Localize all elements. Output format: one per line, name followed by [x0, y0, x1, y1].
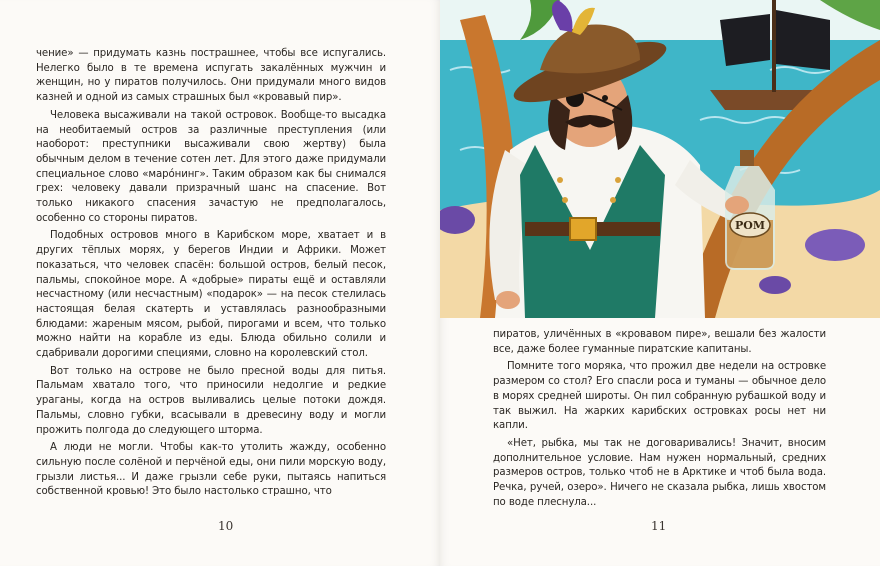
right-page-text [493, 328, 826, 513]
paragraph: «Нет, рыбка, мы так не договаривались! Значит, вносим дополнительное условие. Нам нужен нормальный, средних размеров остров, только чтоб не в Арктике и чтоб была вода. Речка, ручей, озеро». Ничего не сказала рыбка, лишь хвостом по воде плеснула... [493, 437, 826, 508]
left-page-text [36, 47, 386, 503]
bottle-label: РОМ [734, 219, 766, 232]
page-number-right: 11 [651, 519, 667, 533]
paragraph: Человека высаживали на такой островок. Вообще-то высадка на необитаемый остров за различные преступления (или наоборот: преступники высаживали свою жертву) была обычным делом в течение сотен лет. Для этого даже придумали специальное слово «марóнинг». Таким образом как бы снимался грех: человеку давали призрачный шанс на спасение. Вот только никакого спасения зачастую не предполагалось, особенно со стороны пиратов. [36, 109, 386, 224]
belt-buckle [570, 218, 596, 240]
paragraph: пиратов, уличённых в «кровавом пире», вешали без жалости все, даже более гуманные пиратские капитаны. [493, 329, 826, 355]
paragraph: чение» — придумать казнь пострашнее, чтобы все испугались. Нелегко было в те времена испугать закалённых мужчин и женщин, но у пиратов получилось. Они придумали много видов казней и одной из самых страшных был «кровавый пир». [36, 48, 386, 104]
paragraph: Вот только на острове не было пресной воды для питья. Пальмам хватало того, что приносили недолгие и редкие ураганы, когда на остров выливались целые потоки дождя. Пальмы, словно губки, всасывали в древесину воду и могли прожить полгода до следующего шторма. [36, 365, 386, 436]
paragraph: Подобных островов много в Карибском море, хватает и в других тёплых морях, у берегов Индии и Африки. Может показаться, что человек спасён: большой остров, белый песок, пальмы, спокойное море. А «добрые» пираты ещё и оставляли несчастному (или несчастным) «подарок» — на песок стелилась настоящая белая скатерть и уставлялась разнообразными блюдами: жареным мясом, рыбой, пирогами и всем, что только можно найти на корабле из еды. Блюда обильно солили и сдабривали дорогими специями, словно на королевский стол. [36, 230, 386, 360]
paragraph: Помните того моряка, что прожил две недели на островке размером со стол? Его спасли роса и туманы — обычное дело в морях средней широты. Он пил собранную рубашкой воду и так выжил. На жарких карибских островках росы нет ни капли. [493, 361, 826, 432]
pirate-illustration [440, 0, 880, 318]
page-number-left: 10 [218, 519, 234, 533]
shell [805, 229, 865, 261]
paragraph: А люди не могли. Чтобы как-то утолить жажду, особенно сильную после солёной и перчёной еды, они пили морскую воду, грызли листья... И даже грызли себе руки, пытаясь напиться собственной кровью! Это было настолько страшно, что [36, 442, 386, 498]
